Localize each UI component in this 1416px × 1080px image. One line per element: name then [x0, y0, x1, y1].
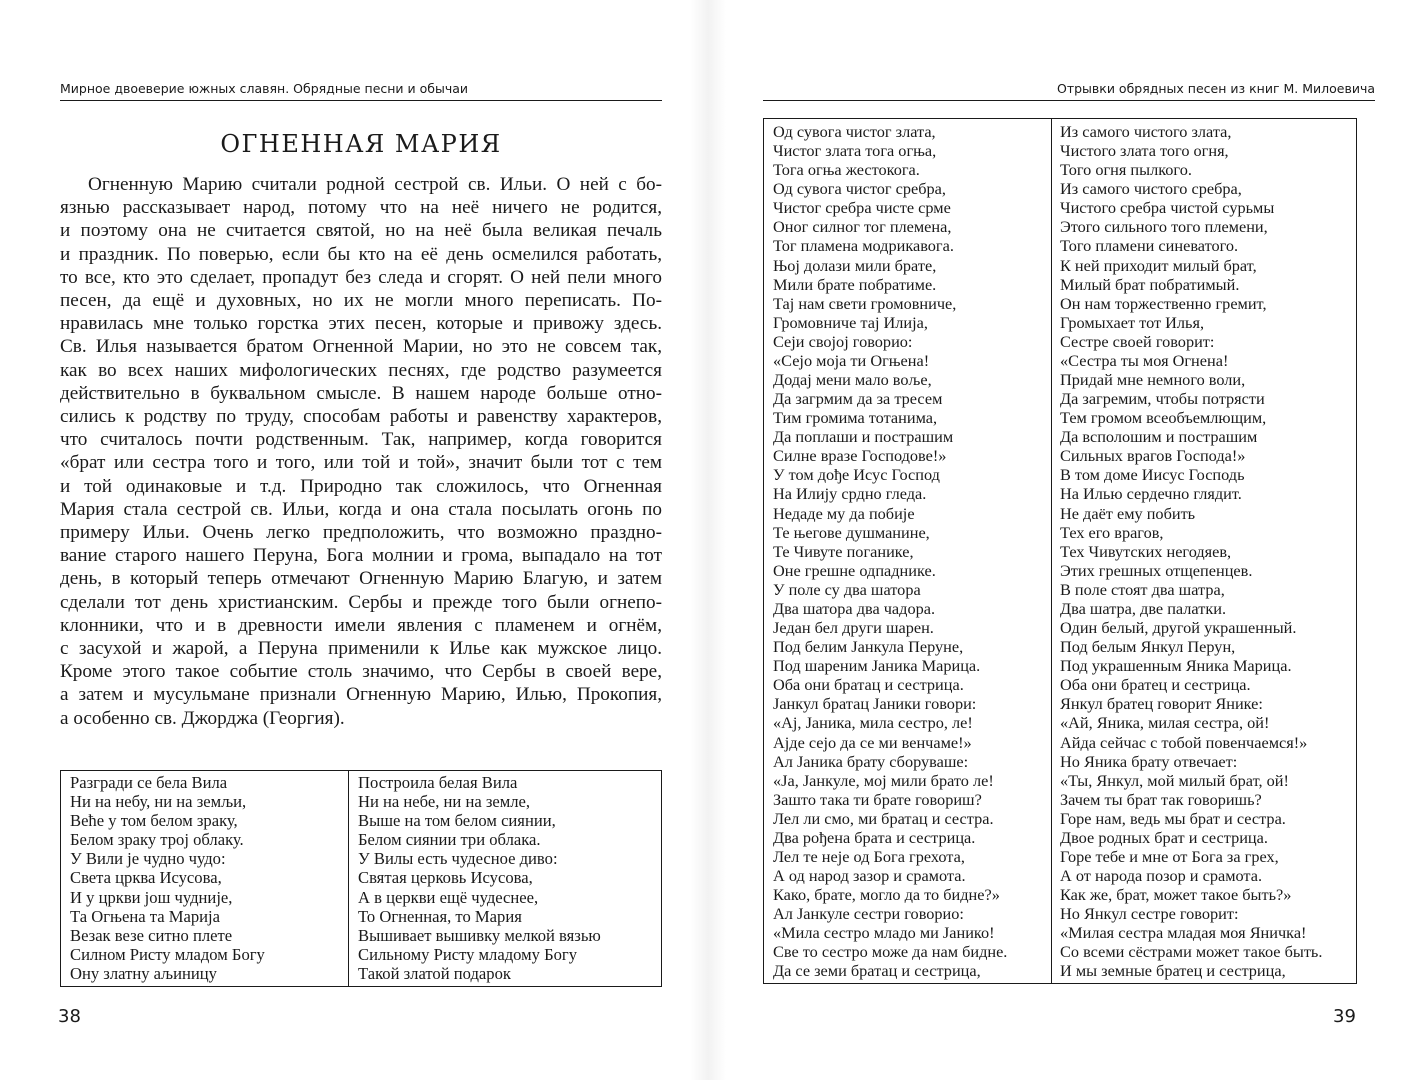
verse-line-serbian: У Вили је чудно чудо:: [70, 849, 226, 869]
verse-line-serbian: И у цркви још чудније,: [70, 887, 233, 907]
prose-line: то все, кто это сделает, пропадут без следа и сгорят. О ней пели много: [60, 266, 662, 288]
verse-line-russian: Не даёт ему побить: [1060, 503, 1196, 523]
column-divider: [1051, 119, 1052, 983]
verse-line-serbian: Ајде сејо да се ми венчаме!»: [773, 732, 972, 752]
verse-line-serbian: У поле су два шатора: [773, 579, 921, 599]
verse-line-russian: Такой златой подарок: [358, 963, 511, 983]
prose-line: что считалось почти родственным. Так, например, когда говорится: [60, 429, 662, 451]
verse-line-russian: На Илью сердечно глядит.: [1060, 484, 1242, 504]
verse-line-russian: Из самого чистого сребра,: [1060, 179, 1242, 199]
verse-line-russian: Построила белая Вила: [358, 773, 518, 792]
verse-line-serbian: Како, брате, могло да то бидне?»: [773, 885, 1000, 905]
verse-line-russian: У Вилы есть чудесное диво:: [358, 849, 558, 869]
verse-line-serbian: Лел те неје од Бога грехота,: [773, 846, 965, 866]
prose-line: «брат или сестра того и того, или той и той», значит были тот с тем: [60, 452, 662, 474]
verse-line-russian: Да загремим, чтобы потрясти: [1060, 389, 1265, 409]
verse-line-russian: Тех Чивутских негодяев,: [1060, 541, 1232, 561]
verse-line-serbian: Додај мени мало воље,: [773, 370, 932, 390]
verse-line-serbian: Да се земи братац и сестрица,: [773, 961, 981, 981]
prose-line: с засухой и жарой, а Перуна применили к Илье как мужское лицо.: [60, 638, 662, 660]
verse-line-serbian: Разгради се бела Вила: [70, 773, 228, 792]
verse-line-serbian: Све то сестро може да нам бидне.: [773, 942, 1008, 962]
verse-line-russian: Со всеми сёстрами может такое быть.: [1060, 942, 1323, 962]
verse-line-russian: Один белый, другой украшенный.: [1060, 618, 1297, 638]
poem-column-serbian: [70, 771, 265, 983]
verse-line-serbian: Два рођена брата и сестрица.: [773, 827, 976, 847]
verse-line-russian: «Милая сестра младая моя Яничка!: [1060, 923, 1307, 943]
prose-line: сделали тот день христианским. Сербы и прежде того были огнепо-: [60, 591, 662, 613]
verse-line-serbian: Недаде му да побије: [773, 503, 915, 523]
verse-line-russian: Как же, брат, может такое быть?»: [1060, 885, 1292, 905]
verse-line-serbian: «Ај, Јаника, мила сестро, ле!: [773, 713, 973, 733]
poem-column-russian: [358, 771, 601, 983]
verse-line-russian: Этих грешных отщепенцев.: [1060, 560, 1253, 580]
prose-line: песен, да ещё и духовных, но их не могли много переписать. По-: [60, 290, 662, 312]
verse-line-serbian: Тог пламена модрикавога.: [773, 236, 954, 256]
verse-line-serbian: «Ја, Јанкуле, мој мили брато ле!: [773, 770, 994, 790]
verse-line-serbian: Два шатора два чадора.: [773, 598, 936, 618]
verse-line-russian: Святая церковь Исусова,: [358, 868, 533, 888]
verse-line-serbian: Под шареним Јаника Марица.: [773, 656, 981, 676]
prose-line: Мария стала сестрой св. Ильи, когда и она стала посылать огонь по: [60, 498, 662, 520]
verse-line-russian: «Ай, Яника, милая сестра, ой!: [1060, 713, 1270, 733]
verse-line-russian: Выше на том белом сиянии,: [358, 811, 556, 831]
chapter-title: ОГНЕННАЯ МАРИЯ: [220, 130, 502, 158]
verse-line-serbian: Чистог сребра чисте срме: [773, 198, 951, 218]
verse-line-russian: Громыхает тот Илья,: [1060, 312, 1205, 332]
verse-line-serbian: Њој долази мили брате,: [773, 255, 937, 275]
verse-line-serbian: Громовниче тај Илија,: [773, 312, 928, 332]
verse-line-serbian: Један бел други шарен.: [773, 618, 934, 638]
running-head-right: Отрывки обрядных песен из книг М. Милоевича: [763, 78, 1375, 101]
verse-line-russian: В поле стоят два шатра,: [1060, 579, 1225, 599]
prose-line: день, в который теперь отмечают Огненную Марию Благую, и затем: [60, 568, 662, 590]
verse-line-serbian: Ал Јанкуле сестри говорио:: [773, 904, 964, 924]
prose-line: а особенно св. Джорджа (Георгия).: [60, 707, 345, 729]
verse-line-serbian: Тим громима тотанима,: [773, 408, 938, 428]
prose-line: клонники, что и в древности имели явления с пламенем и огнём,: [60, 614, 662, 636]
verse-line-serbian: Тога огња жестокога.: [773, 160, 920, 180]
verse-line-serbian: Јанкул братац Јаники говори:: [773, 694, 977, 714]
poem-table-right: [763, 118, 1357, 984]
verse-line-russian: Но Янкул сестре говорит:: [1060, 904, 1239, 924]
verse-line-russian: Янкул братец говорит Янике:: [1060, 694, 1263, 714]
prose-line: Огненную Марию считали родной сестрой св. Ильи. О ней с бо-: [88, 174, 662, 195]
prose-line: и той одинаковые и т.д. Природно так сложилось, что Огненная: [60, 475, 662, 497]
verse-line-russian: Этого сильного того племени,: [1060, 217, 1268, 237]
verse-line-russian: Вышивает вышивку мелкой вязью: [358, 925, 601, 945]
verse-line-russian: Придай мне немного воли,: [1060, 370, 1246, 390]
verse-line-russian: Айда сейчас с тобой повенчаемся!»: [1060, 732, 1308, 752]
verse-line-serbian: Та Огњена та Марија: [70, 906, 221, 926]
verse-line-russian: Того огня пылкого.: [1060, 160, 1192, 180]
verse-line-serbian: Оне грешне одпаднике.: [773, 560, 936, 580]
verse-line-russian: Под белым Янкул Перун,: [1060, 637, 1236, 657]
verse-line-serbian: Да поплаши и пострашим: [773, 427, 954, 447]
verse-line-russian: Он нам торжественно гремит,: [1060, 293, 1267, 313]
verse-line-russian: Но Яника брату отвечает:: [1060, 751, 1238, 771]
verse-line-serbian: Мили брате побратиме.: [773, 274, 937, 294]
verse-line-russian: Под украшенным Яника Марица.: [1060, 656, 1292, 676]
prose-line: нравилась мне только горстка этих песен, которые и привожу здесь.: [60, 313, 662, 335]
prose-paragraph: [60, 173, 662, 730]
verse-line-russian: Горе тебе и мне от Бога за грех,: [1060, 846, 1279, 866]
verse-line-serbian: Оба они братац и сестрица.: [773, 675, 964, 695]
verse-line-russian: Из самого чистого злата,: [1060, 122, 1232, 141]
verse-line-russian: Сильному Ристу младому Богу: [358, 944, 577, 964]
verse-line-serbian: У том дође Исус Господ: [773, 465, 940, 485]
verse-line-serbian: Зашто така ти брате говориш?: [773, 789, 982, 809]
prose-line: и праздник. По поверью, если бы кто на её день осмелился работать,: [60, 243, 662, 265]
prose-line: язнью рассказывает народ, потому что на неё ничего не родится,: [60, 197, 662, 219]
verse-line-serbian: Сеји својој говорио:: [773, 331, 913, 351]
prose-line: а затем и мусульмане признали Огненную Марию, Илью, Прокопия,: [60, 684, 662, 706]
verse-line-russian: Сильных врагов Господа!»: [1060, 446, 1246, 466]
verse-line-russian: Чистого злата того огня,: [1060, 141, 1229, 161]
verse-line-russian: Тем громом всеобъемлющим,: [1060, 408, 1267, 428]
verse-line-russian: Оба они братец и сестрица.: [1060, 675, 1251, 695]
verse-line-russian: В том доме Иисус Господь: [1060, 465, 1245, 485]
verse-line-serbian: Оног силног тог племена,: [773, 217, 952, 237]
verse-line-russian: Чистого сребра чистой сурьмы: [1060, 198, 1275, 218]
running-head-left: Мирное двоеверие южных славян. Обрядные песни и обычаи: [60, 78, 662, 101]
verse-line-serbian: Те Чивуте поганике,: [773, 541, 914, 561]
verse-line-serbian: Од сувога чистог сребра,: [773, 179, 946, 199]
verse-line-russian: То Огненная, то Мария: [358, 906, 522, 926]
verse-line-serbian: Да загрмим да за тресем: [773, 389, 943, 409]
verse-line-russian: Двое родных брат и сестрица.: [1060, 827, 1268, 847]
verse-line-serbian: Везак везе ситно плете: [70, 925, 233, 945]
prose-line: Кроме этого такое событие столь значимо, что Сербы в своей вере,: [60, 661, 662, 683]
prose-line: сились к родству по труду, способам работы и равенству характеров,: [60, 406, 662, 428]
verse-line-russian: Зачем ты брат так говоришь?: [1060, 789, 1262, 809]
verse-line-russian: Тех его врагов,: [1060, 522, 1164, 542]
poem-column-russian: [1060, 119, 1322, 981]
verse-line-russian: «Сестра ты моя Огнена!: [1060, 350, 1229, 370]
poem-table-left: [60, 770, 662, 987]
verse-line-serbian: Силне вразе Господове!»: [773, 446, 947, 466]
verse-line-serbian: А од народ зазор и срамота.: [773, 866, 966, 886]
verse-line-russian: К ней приходит милый брат,: [1060, 255, 1257, 275]
verse-line-russian: Да всполошим и пострашим: [1060, 427, 1258, 447]
verse-line-russian: Того пламени синеватого.: [1060, 236, 1239, 256]
verse-line-russian: Ни на небе, ни на земле,: [358, 792, 531, 812]
verse-line-serbian: На Илију срдно гледа.: [773, 484, 927, 504]
verse-line-serbian: Света црква Исусова,: [70, 868, 222, 888]
verse-line-serbian: Белом зраку трој облаку.: [70, 830, 244, 850]
page-number-left: 38: [58, 1006, 81, 1027]
prose-line: примеру Ильи. Очень легко предположить, что возможно праздно-: [60, 522, 662, 544]
verse-line-russian: А в церкви ещё чудеснее,: [358, 887, 539, 907]
prose-line: вание старого нашего Перуна, Бога молнии и грома, выпадало на тот: [60, 545, 662, 567]
verse-line-serbian: «Сејо моја ти Огњена!: [773, 350, 930, 370]
verse-line-russian: «Ты, Янкул, мой милый брат, ой!: [1060, 770, 1289, 790]
verse-line-serbian: Веће у том белом зраку,: [70, 811, 238, 831]
prose-line: Св. Илья называется братом Огненной Марии, но это не совсем так,: [60, 336, 662, 358]
verse-line-serbian: Лел ли смо, ми братац и сестра.: [773, 808, 994, 828]
verse-line-serbian: Силном Ристу младом Богу: [70, 944, 265, 964]
prose-line: и поэтому она не считается святой, но на неё была великая печаль: [60, 220, 662, 242]
verse-line-serbian: Ону златну аљиницу: [70, 963, 217, 983]
verse-line-serbian: Ни на небу, ни на земљи,: [70, 792, 247, 812]
verse-line-serbian: Те његове душманине,: [773, 522, 930, 542]
verse-line-serbian: Ал Јаника брату сборуваше:: [773, 751, 969, 771]
verse-line-serbian: «Мила сестро младо ми Јанико!: [773, 923, 995, 943]
verse-line-serbian: Чистог злата тога огња,: [773, 141, 937, 161]
column-divider: [348, 771, 349, 986]
verse-line-serbian: Тај нам свети громовниче,: [773, 293, 957, 313]
verse-line-russian: И мы земные братец и сестрица,: [1060, 961, 1286, 981]
verse-line-russian: Белом сиянии три облака.: [358, 830, 541, 850]
verse-line-russian: Милый брат побратимый.: [1060, 274, 1240, 294]
verse-line-russian: Горе нам, ведь мы брат и сестра.: [1060, 808, 1286, 828]
verse-line-russian: Сестре своей говорит:: [1060, 331, 1215, 351]
verse-line-russian: Два шатра, две палатки.: [1060, 598, 1227, 618]
verse-line-serbian: Од сувога чистог злата,: [773, 122, 936, 141]
verse-line-russian: А от народа позор и срамота.: [1060, 866, 1263, 886]
prose-line: как во всех наших мифологических песнях, где родство разумеется: [60, 359, 662, 381]
prose-line: действительно в буквальном смысле. В нашем народе больше отно-: [60, 382, 662, 404]
right-page: [708, 0, 1416, 1080]
verse-line-serbian: Под белим Јанкула Перуне,: [773, 637, 964, 657]
poem-column-serbian: [773, 119, 1007, 981]
page-number-right: 39: [1333, 1006, 1356, 1027]
